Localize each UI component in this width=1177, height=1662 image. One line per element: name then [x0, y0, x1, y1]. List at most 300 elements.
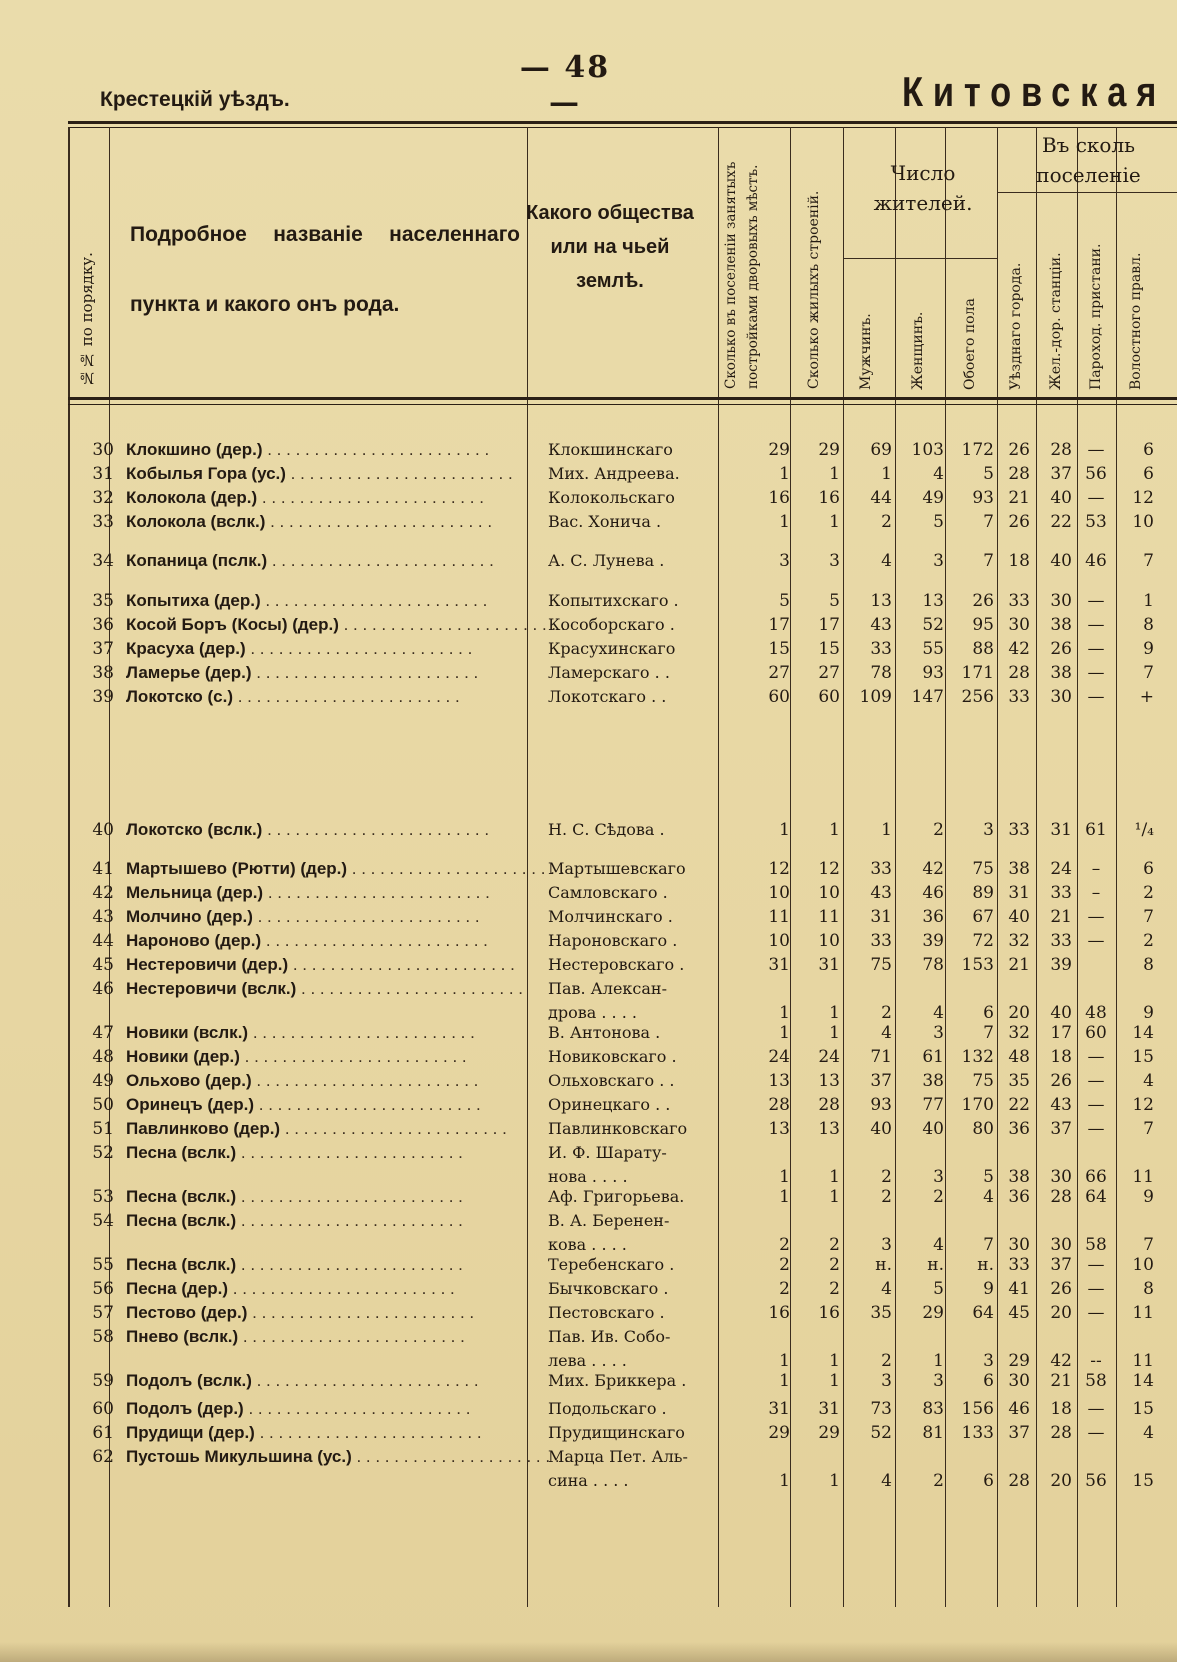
row-value: 20 [1050, 1303, 1072, 1323]
settlement-name-text: Пнево (вслк.) [126, 1327, 239, 1346]
leader-dots: . . . . . . . . . . . . . . . . . . . . . . . . [263, 883, 490, 902]
society-owner: нова . . . . [548, 1167, 628, 1186]
row-value: 31 [768, 1399, 790, 1419]
row-value: 30 [1050, 591, 1072, 611]
row-value: 39 [922, 931, 944, 951]
distance-subheader-rule [997, 192, 1177, 193]
row-value: 60 [1085, 1023, 1107, 1043]
leader-dots: . . . . . . . . . . . . . . . . . . . . . . . . [267, 551, 494, 570]
leader-dots: . . . . . . . . . . . . . . . . . . . . . . . . [236, 1187, 463, 1206]
row-value: 26 [1050, 1071, 1072, 1091]
row-value: 41 [1008, 1279, 1030, 1299]
settlement-name-text: Нестеровичи (вслк.) [126, 979, 297, 998]
row-value: 9 [1143, 639, 1154, 659]
row-value: 2 [881, 512, 892, 532]
row-value: 10 [818, 931, 840, 951]
settlement-name-text: Колокола (дер.) [126, 488, 258, 507]
table-row [0, 549, 1177, 573]
table-row [0, 1021, 1177, 1045]
row-value: 18 [1050, 1399, 1072, 1419]
society-owner: Копытихскаго . [548, 591, 679, 610]
row-value: 40 [870, 1119, 892, 1139]
row-value: 56 [1085, 1471, 1107, 1491]
settlement-name-text: Новики (вслк.) [126, 1023, 249, 1042]
settlement-name [126, 1185, 521, 1209]
row-number: 36 [92, 615, 114, 635]
society-owner: Пестовскаго . [548, 1303, 665, 1322]
row-value: 32 [1008, 1023, 1030, 1043]
row-value: 29 [768, 1423, 790, 1443]
row-value: 38 [1050, 615, 1072, 635]
row-value: 1 [881, 820, 892, 840]
row-value: 4 [1143, 1071, 1154, 1091]
row-value: 13 [768, 1119, 790, 1139]
row-value: 42 [1050, 1351, 1072, 1371]
row-value: 61 [922, 1047, 944, 1067]
row-value: 33 [1008, 820, 1030, 840]
page-edge-shadow [0, 1642, 1177, 1662]
row-value: 30 [1008, 615, 1030, 635]
row-value: 77 [922, 1095, 944, 1115]
row-value: 1 [779, 1187, 790, 1207]
row-value: 15 [1132, 1399, 1154, 1419]
settlement-name [126, 462, 521, 486]
row-value: 40 [1050, 1003, 1072, 1023]
row-value: 3 [933, 551, 944, 571]
row-number: 32 [92, 488, 114, 508]
row-value: 6 [1143, 440, 1154, 460]
leader-dots: . . . . . . . . . . . . . . . . . . . . . . . . [228, 1279, 455, 1298]
row-value: 12 [1132, 488, 1154, 508]
row-value: 16 [818, 488, 840, 508]
row-value: 1 [779, 1003, 790, 1023]
row-value: 26 [972, 591, 994, 611]
row-number: 56 [92, 1279, 114, 1299]
row-value: 11 [1132, 1303, 1154, 1323]
settlement-name [126, 486, 521, 510]
leader-dots: . . . . . . . . . . . . . . . . . . . . . . . . [257, 488, 484, 507]
settlement-name-text: Павлинково (дер.) [126, 1119, 281, 1138]
settlement-name [126, 1141, 521, 1165]
settlement-name-text: Подолъ (дер.) [126, 1399, 244, 1418]
row-value: 5 [779, 591, 790, 611]
leader-dots: . . . . . . . . . . . . . . . . . . . . . . . . [296, 979, 524, 998]
leader-dots: . . . . . . . . . . . . . . . . . . . . . . . . [236, 1211, 463, 1230]
row-value: 1 [829, 1371, 840, 1391]
settlement-name [126, 1209, 521, 1233]
row-value: 58 [1085, 1235, 1107, 1255]
row-value: 2 [881, 1167, 892, 1187]
row-value: — [1087, 931, 1105, 951]
table-row [0, 1369, 1177, 1393]
row-value: 7 [1143, 663, 1154, 683]
society-owner: Нестеровскаго . [548, 955, 685, 974]
row-value: 1 [779, 820, 790, 840]
row-value: 30 [1050, 1167, 1072, 1187]
row-value: 8 [1143, 955, 1154, 975]
settlement-name [126, 1253, 521, 1277]
header-bottom-rule-inner [68, 404, 1177, 405]
settlement-name [126, 1301, 521, 1325]
row-value: — [1087, 663, 1105, 683]
row-number: 57 [92, 1303, 114, 1323]
row-value: 78 [922, 955, 944, 975]
row-value: 33 [1008, 1255, 1030, 1275]
row-value: 103 [911, 440, 944, 460]
leader-dots: . . . . . . . . . . . . . . . . . . . . . . . . [347, 859, 574, 878]
row-value: 30 [1050, 1235, 1072, 1255]
row-value: 33 [1050, 883, 1072, 903]
society-owner: Мартышевскаго [548, 859, 686, 878]
leader-dots: . . . . . . . . . . . . . . . . . . . . . . . . [260, 591, 488, 610]
settlement-name-text: Новики (дер.) [126, 1047, 240, 1066]
table-row [0, 637, 1177, 661]
row-value: 13 [818, 1119, 840, 1139]
row-value: 4 [933, 1235, 944, 1255]
table-row [0, 1325, 1177, 1371]
settlement-name-text: Оринецъ (дер.) [126, 1095, 255, 1114]
society-owner: Мих. Бриккера . [548, 1371, 687, 1390]
settlement-name [126, 1445, 579, 1469]
row-value: 4 [881, 551, 892, 571]
settlement-name [126, 1277, 521, 1301]
row-value: 2 [779, 1279, 790, 1299]
table-row [0, 857, 1177, 881]
row-value: 17 [768, 615, 790, 635]
row-value: 1 [881, 464, 892, 484]
row-value: 31 [1050, 820, 1072, 840]
row-value: 37 [1050, 464, 1072, 484]
row-value: 38 [1008, 1167, 1030, 1187]
leader-dots: . . . . . . . . . . . . . . . . . . . . . . . . [254, 1095, 481, 1114]
row-value: 69 [870, 440, 892, 460]
row-value: — [1087, 1047, 1105, 1067]
table-row [0, 881, 1177, 905]
row-value: 31 [1008, 883, 1030, 903]
volost-title: Китовская [902, 68, 1167, 115]
row-value: 35 [870, 1303, 892, 1323]
row-value: 29 [768, 440, 790, 460]
society-owner: Вас. Хонича . [548, 512, 662, 531]
row-value: 28 [1008, 464, 1030, 484]
leader-dots: . . . . . . . . . . . . . . . . . . . . . . . . [288, 955, 515, 974]
leader-dots: . . . . . . . . . . . . . . . . . . . . . . . . [265, 512, 493, 531]
row-value: 9 [983, 1279, 994, 1299]
table-row [0, 977, 1177, 1023]
row-value: 13 [922, 591, 944, 611]
row-number: 41 [92, 859, 114, 879]
row-value: 48 [1008, 1047, 1030, 1067]
row-value: 75 [870, 955, 892, 975]
leader-dots: . . . . . . . . . . . . . . . . . . . . . . . . [247, 1303, 475, 1322]
settlement-name-text: Копаница (пслк.) [126, 551, 268, 570]
settlement-name [126, 818, 521, 842]
row-value: 29 [1008, 1351, 1030, 1371]
society-owner: Клокшинскаго [548, 440, 673, 459]
settlement-name-text: Песна (вслк.) [126, 1187, 237, 1206]
settlement-name [126, 953, 521, 977]
row-number: 49 [92, 1071, 114, 1091]
row-value: 109 [859, 687, 892, 707]
header-col-both: Обоего пола [962, 298, 978, 390]
settlement-name-text: Песна (дер.) [126, 1279, 229, 1298]
leader-dots: . . . . . . . . . . . . . . . . . . . . . . . . [251, 1071, 479, 1090]
row-value: 2 [1143, 883, 1154, 903]
leader-dots: . . . . . . . . . . . . . . . . . . . . . . . . [261, 931, 488, 950]
row-value: 7 [983, 512, 994, 532]
row-value: 44 [870, 488, 892, 508]
row-value: 40 [1050, 551, 1072, 571]
row-value: 4 [933, 464, 944, 484]
row-value: 156 [961, 1399, 994, 1419]
settlement-name-text: Песна (вслк.) [126, 1211, 237, 1230]
row-value: 1 [829, 512, 840, 532]
row-value: 43 [870, 883, 892, 903]
settlement-name [126, 1093, 521, 1117]
row-value: 7 [1143, 551, 1154, 571]
header-col-pier: Пароход. пристани. [1088, 243, 1104, 390]
row-value: 75 [972, 859, 994, 879]
row-value: 30 [1050, 687, 1072, 707]
table-row [0, 818, 1177, 842]
row-value: 2 [933, 1187, 944, 1207]
society-owner: Подольскаго . [548, 1399, 667, 1418]
society-owner: лева . . . . [548, 1351, 627, 1370]
row-value: 45 [1008, 1303, 1030, 1323]
row-value: 1 [779, 1351, 790, 1371]
table-row [0, 661, 1177, 685]
row-value: 3 [779, 551, 790, 571]
row-number: 34 [92, 551, 114, 571]
society-owner: Бычковскаго . [548, 1279, 669, 1298]
society-owner: Аф. Григорьева. [548, 1187, 685, 1206]
society-owner: Пав. Алексан- [548, 979, 667, 998]
settlement-name-text: Копытиха (дер.) [126, 591, 261, 610]
settlement-name-text: Песна (вслк.) [126, 1143, 237, 1162]
row-value: 40 [922, 1119, 944, 1139]
row-value: — [1087, 1071, 1105, 1091]
row-number: 46 [92, 979, 114, 999]
row-value: 61 [1085, 820, 1107, 840]
row-value: 60 [768, 687, 790, 707]
row-value: 16 [768, 1303, 790, 1323]
row-value: 42 [922, 859, 944, 879]
row-value: 31 [818, 1399, 840, 1419]
row-value: 1 [829, 1471, 840, 1491]
settlement-name-text: Нароново (дер.) [126, 931, 262, 950]
leader-dots: . . . . . . . . . . . . . . . . . . . . . . . . [280, 1119, 507, 1138]
leader-dots: . . . . . . . . . . . . . . . . . . . . . . . . [243, 1399, 471, 1418]
row-value: 28 [1050, 1187, 1072, 1207]
row-value: 1 [829, 1187, 840, 1207]
settlement-name-text: Нестеровичи (дер.) [126, 955, 289, 974]
row-value: 93 [972, 488, 994, 508]
row-number: 35 [92, 591, 114, 611]
row-value: 33 [870, 639, 892, 659]
settlement-name-text: Песна (вслк.) [126, 1255, 237, 1274]
settlement-name [126, 929, 521, 953]
row-value: 52 [870, 1423, 892, 1443]
row-value: 7 [1143, 1235, 1154, 1255]
row-value: 4 [881, 1279, 892, 1299]
row-value: 7 [1143, 907, 1154, 927]
row-value: 52 [922, 615, 944, 635]
row-value: 22 [1008, 1095, 1030, 1115]
row-value: 1 [779, 1371, 790, 1391]
row-value: 2 [829, 1235, 840, 1255]
row-value: 71 [870, 1047, 892, 1067]
row-value: 4 [933, 1003, 944, 1023]
leader-dots: . . . . . . . . . . . . . . . . . . . . . . . . [238, 1327, 465, 1346]
row-value: 7 [983, 1023, 994, 1043]
row-value: 81 [922, 1423, 944, 1443]
table-row [0, 1045, 1177, 1069]
society-owner: кова . . . . [548, 1235, 627, 1254]
row-value: 11 [1132, 1167, 1154, 1187]
row-number: 39 [92, 687, 114, 707]
settlement-name [126, 1021, 521, 1045]
row-value: 28 [768, 1095, 790, 1115]
row-value: 13 [870, 591, 892, 611]
row-value: 21 [1008, 955, 1030, 975]
row-value: 38 [922, 1071, 944, 1091]
row-value: 15 [768, 639, 790, 659]
row-value: 15 [1132, 1471, 1154, 1491]
row-value: 14 [1132, 1023, 1154, 1043]
row-value: 93 [922, 663, 944, 683]
row-value: + [1139, 687, 1154, 707]
header-col-society: Какого общества или на чьей землѣ. [526, 202, 694, 292]
row-value: 2 [881, 1187, 892, 1207]
row-value: -- [1090, 1351, 1102, 1371]
settlement-name [126, 881, 521, 905]
header-col-yards: Сколько въ поселеніи занятыхъ постройками дворовыхъ мѣстъ. [723, 161, 761, 389]
row-number: 61 [92, 1423, 114, 1443]
leader-dots: . . . . . . . . . . . . . . . . . . . . . . . . [236, 1143, 463, 1162]
row-value: 55 [922, 639, 944, 659]
row-value: 37 [870, 1071, 892, 1091]
row-value: 2 [1143, 931, 1154, 951]
row-value: 5 [983, 464, 994, 484]
society-owner: Теребенскаго . [548, 1255, 675, 1274]
row-value: 28 [1008, 663, 1030, 683]
row-value: 2 [829, 1255, 840, 1275]
header-col-distance: Въ сколь поселеніе [1036, 133, 1141, 187]
table-row [0, 953, 1177, 977]
society-owner: Мих. Андреева. [548, 464, 680, 483]
society-owner: А. С. Лунева . [548, 551, 665, 570]
row-value: 6 [1143, 859, 1154, 879]
table-row [0, 905, 1177, 929]
row-value: 10 [1132, 1255, 1154, 1275]
row-value: 1 [829, 1167, 840, 1187]
row-value: 4 [881, 1471, 892, 1491]
row-value: 16 [818, 1303, 840, 1323]
society-owner: Нароновскаго . [548, 931, 678, 950]
society-owner: дрова . . . . [548, 1003, 637, 1022]
settlement-name-text: Пустошь Микульшина (ус.) [126, 1447, 352, 1466]
society-owner: Кособорскаго . [548, 615, 675, 634]
settlement-name [126, 613, 566, 637]
row-value: 10 [818, 883, 840, 903]
settlement-name [126, 1069, 521, 1093]
row-value: – [1091, 883, 1101, 903]
row-value: 43 [870, 615, 892, 635]
settlement-name [126, 1045, 521, 1069]
settlement-name-text: Пестово (дер.) [126, 1303, 248, 1322]
row-value: 21 [1050, 907, 1072, 927]
society-owner: Ламерскаго . . [548, 663, 670, 682]
row-value: 3 [881, 1371, 892, 1391]
row-value: 28 [1050, 1423, 1072, 1443]
settlement-name [126, 857, 574, 881]
header-col-volost: Волостного правл. [1128, 252, 1144, 390]
row-number: 47 [92, 1023, 114, 1043]
row-number: 42 [92, 883, 114, 903]
row-number: 55 [92, 1255, 114, 1275]
row-value: 6 [983, 1003, 994, 1023]
leader-dots: . . . . . . . . . . . . . . . . . . . . . . . . [285, 464, 513, 483]
row-number: 51 [92, 1119, 114, 1139]
row-value: 93 [870, 1095, 892, 1115]
leader-dots: . . . . . . . . . . . . . . . . . . . . . . . . [251, 663, 479, 682]
table-row [0, 1277, 1177, 1301]
society-owner: сина . . . . [548, 1471, 629, 1490]
row-value: 1 [779, 512, 790, 532]
row-value: 18 [1050, 1047, 1072, 1067]
row-value: 18 [1008, 551, 1030, 571]
row-value: 8 [1143, 615, 1154, 635]
row-value: 10 [1132, 512, 1154, 532]
society-owner: Самловскаго . [548, 883, 668, 902]
settlement-name [126, 1369, 521, 1393]
leader-dots: . . . . . . . . . . . . . . . . . . . . . . . . [262, 820, 490, 839]
row-value: 1 [779, 464, 790, 484]
table-row [0, 486, 1177, 510]
row-value: 1 [829, 1351, 840, 1371]
settlement-name-text: Клокшино (дер.) [126, 440, 263, 459]
row-value: 27 [818, 663, 840, 683]
row-number: 38 [92, 663, 114, 683]
row-value: 67 [972, 907, 994, 927]
table-row [0, 1445, 1177, 1491]
row-value: 2 [933, 1471, 944, 1491]
row-value: 1 [933, 1351, 944, 1371]
row-value: 2 [779, 1255, 790, 1275]
table-row [0, 1397, 1177, 1421]
row-value: 72 [972, 931, 994, 951]
row-value: 26 [1050, 1279, 1072, 1299]
row-value: 26 [1008, 440, 1030, 460]
society-owner: Прудищинскаго [548, 1423, 685, 1442]
header-col-city: Уѣзднаго города. [1008, 262, 1024, 390]
row-value: 36 [1008, 1187, 1030, 1207]
settlement-name [126, 637, 521, 661]
row-value: 2 [881, 1351, 892, 1371]
leader-dots: . . . . . . . . . . . . . . . . . . . . . . . . [233, 687, 460, 706]
row-value: 3 [933, 1167, 944, 1187]
row-value: 89 [972, 883, 994, 903]
row-value: 83 [922, 1399, 944, 1419]
settlement-name-text: Ламерье (дер.) [126, 663, 252, 682]
row-value: 11 [1132, 1351, 1154, 1371]
row-number: 30 [92, 440, 114, 460]
row-value: 6 [983, 1371, 994, 1391]
row-value: 33 [870, 931, 892, 951]
row-value: 20 [1050, 1471, 1072, 1491]
row-value: 39 [1050, 955, 1072, 975]
settlement-name [126, 685, 521, 709]
